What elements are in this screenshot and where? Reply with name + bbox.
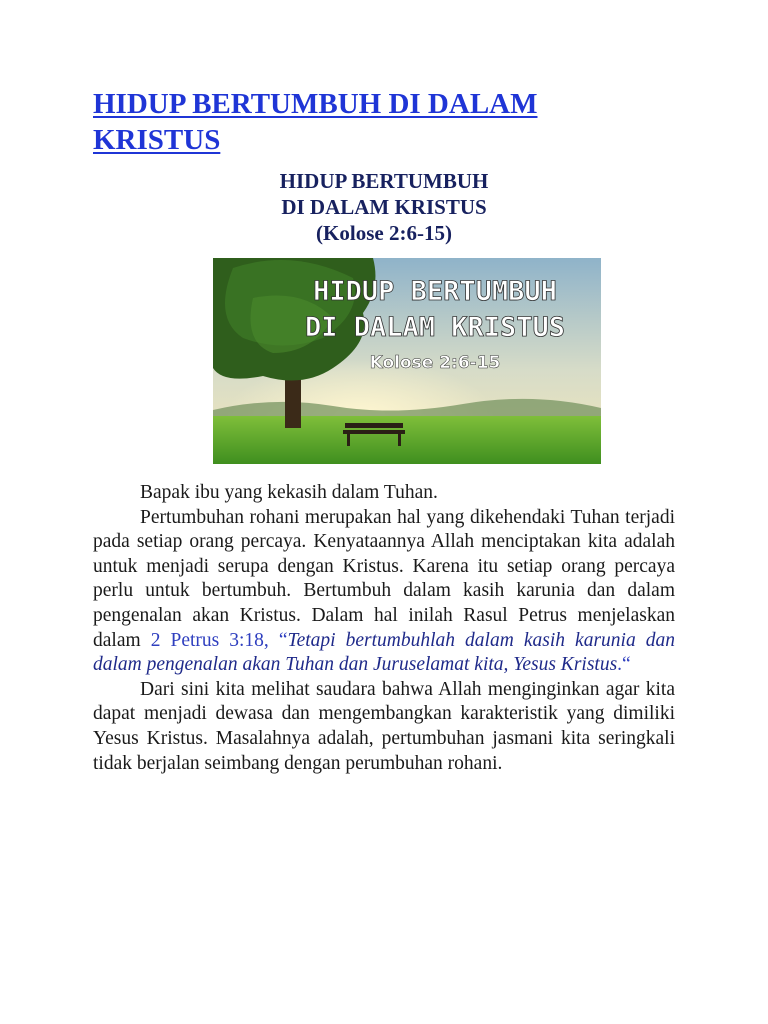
paragraph-growth	[93, 506, 675, 678]
paragraph-maturity: Dari sini kita melihat saudara bahwa Allah menginginkan agar kita dapat menjadi dewasa dan mengembangkan karakteristik yang dimiliki Yesus Kristus. Masalahnya adalah, pertumbuhan jasmani kita seringkali tidak berjalan seimbang dengan perumbuhan rohani.	[93, 678, 675, 774]
image-subtitle: Kolose 2:6-15	[369, 353, 501, 373]
heading-line-1: HIDUP BERTUMBUH	[279, 169, 489, 193]
bible-quote: Tetapi bertumbuhlah dalam kasih karunia dan dalam pengenalan akan Tuhan dan Juruselamat kita, Yesus Kristus	[93, 629, 675, 676]
heading-line-2: DI DALAM KRISTUS	[281, 195, 487, 219]
document-title-link[interactable]: HIDUP BERTUMBUH DI DALAM KRISTUS	[93, 88, 538, 156]
paragraph-growth-text: Pertumbuhan rohani merupakan hal yang dikehendaki Tuhan terjadi pada setiap orang percaya. Kenyataannya Allah menciptakan kita adalah untuk menjadi serupa dengan Kristus. Karena itu setiap orang percaya perlu untuk bertumbuh. Bertumbuh dalam kasih karunia dan dalam pengenalan akan Kristus. Dalam hal inilah Rasul Petrus menjelaskan dalam	[93, 506, 675, 651]
grass-field	[213, 416, 601, 464]
bible-reference-link[interactable]: 2 Petrus 3:18, “	[150, 629, 288, 651]
heading-reference: (Kolose 2:6-15)	[316, 221, 452, 245]
image-title-line-1: HIDUP BERTUMBUH	[313, 276, 557, 307]
image-title-line-2: DI DALAM KRISTUS	[304, 312, 566, 343]
paragraph-greeting: Bapak ibu yang kekasih dalam Tuhan.	[140, 482, 438, 503]
quote-end: .“	[617, 654, 631, 676]
hero-image	[213, 258, 601, 464]
body-text	[93, 481, 675, 776]
